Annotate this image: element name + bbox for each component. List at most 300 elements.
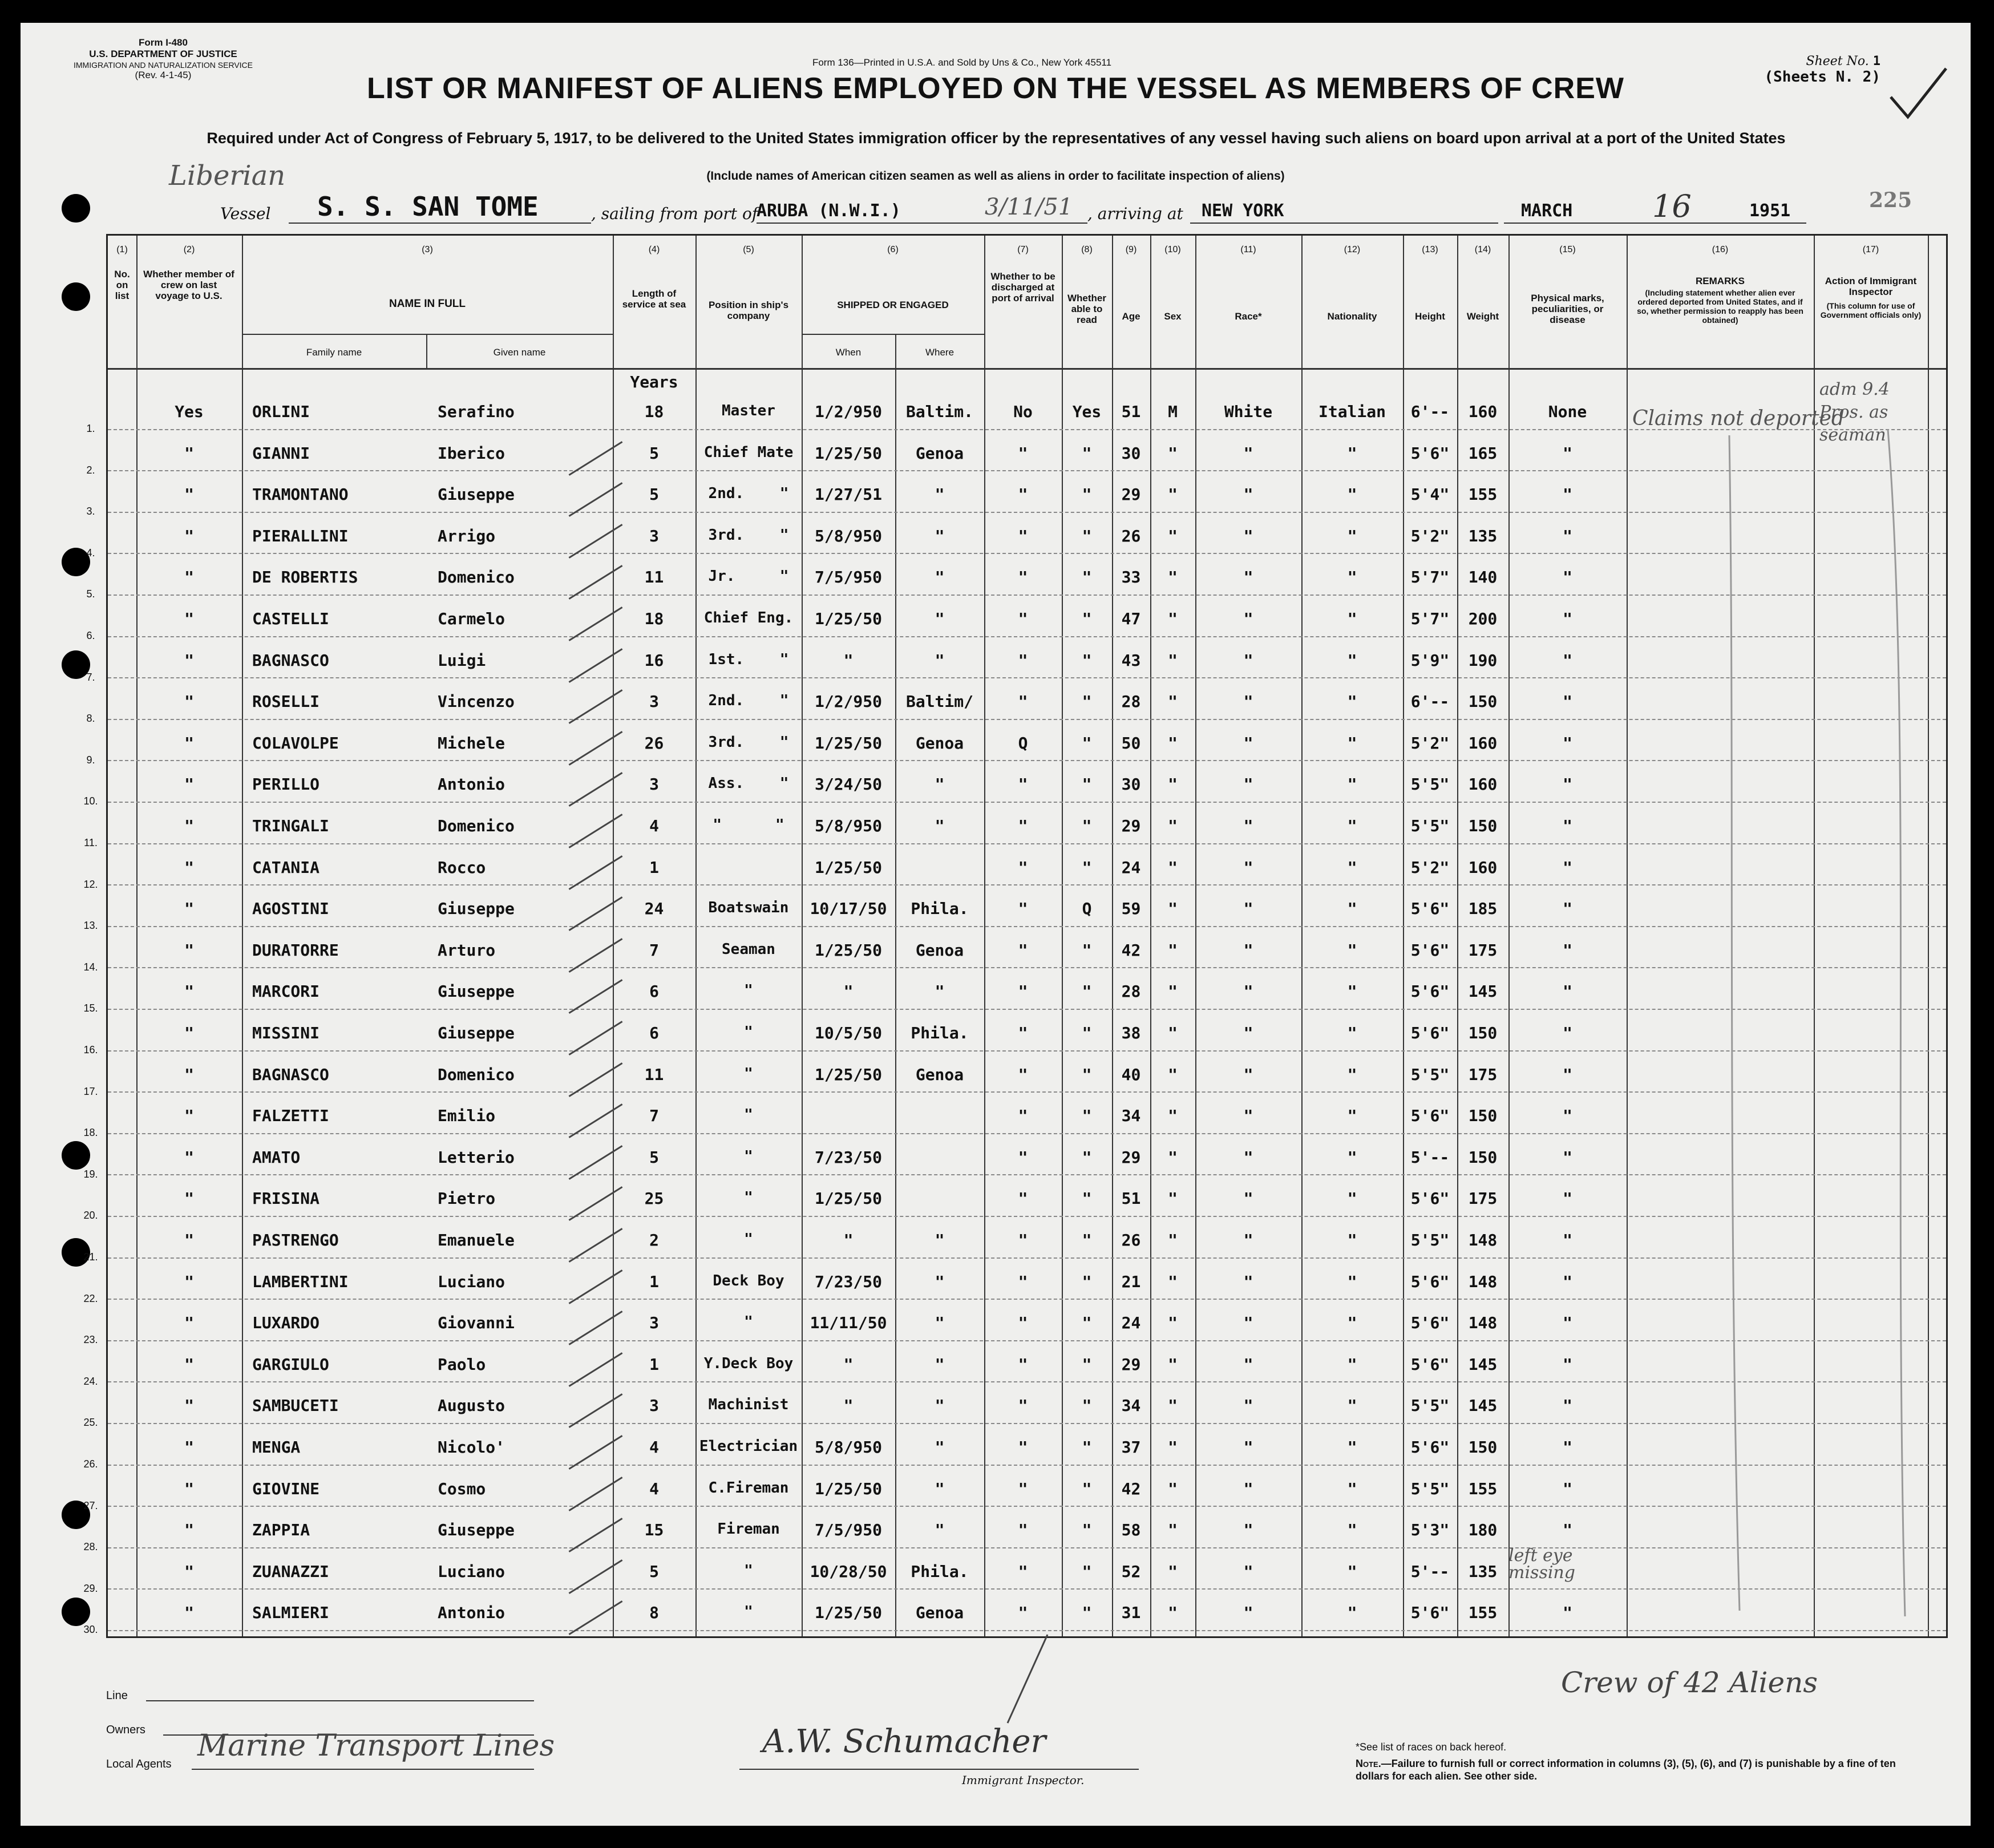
discharged-cell: " [1018, 1479, 1028, 1498]
given-name-cell: Pietro [438, 1189, 496, 1208]
shipped-where-cell: Genoa [915, 443, 964, 463]
prev-voyage-cell: " [184, 568, 194, 587]
prev-voyage-cell: " [184, 1521, 194, 1540]
sex-cell: " [1168, 1438, 1178, 1457]
position-cell: " [744, 1147, 753, 1165]
weight-cell: 140 [1468, 568, 1498, 587]
able-to-read-cell: " [1082, 816, 1092, 835]
height-cell: 5'6" [1410, 443, 1450, 463]
shipped-when-cell: " [843, 982, 854, 1001]
col12-num: (12) [1344, 245, 1361, 254]
col11-header: Race* [1235, 311, 1262, 322]
manifest-table [83, 234, 1948, 1638]
arrival-day: 16 [1652, 188, 1692, 224]
sailing-date-handwritten: 3/11/51 [985, 194, 1073, 220]
age-cell: 28 [1121, 692, 1141, 711]
position-cell: Y.Deck Boy [703, 1354, 794, 1372]
shipped-when-cell: 1/25/50 [814, 1065, 882, 1084]
nationality-cell: " [1347, 1272, 1357, 1291]
age-cell: 42 [1121, 940, 1141, 960]
weight-cell: 175 [1468, 1189, 1498, 1208]
nationality-cell: " [1347, 1438, 1357, 1457]
able-to-read-cell: " [1082, 775, 1092, 794]
age-cell: 38 [1121, 1024, 1141, 1042]
given-name-cell: Giuseppe [438, 1521, 515, 1540]
shipped-when-cell: 1/27/51 [814, 485, 882, 504]
sex-cell: " [1168, 775, 1178, 794]
race-cell: " [1243, 1603, 1253, 1623]
shipped-where-cell: " [935, 1231, 945, 1249]
position-cell: Chief Mate [703, 443, 794, 461]
height-cell: 6'-- [1410, 402, 1450, 421]
position-cell: " " [713, 816, 784, 834]
prev-voyage-cell: " [184, 650, 194, 670]
col5-num: (5) [743, 245, 754, 254]
row-number: 25. [83, 1417, 98, 1429]
row-number: 9. [86, 754, 95, 766]
height-cell: 5'6" [1410, 1354, 1450, 1374]
race-cell: " [1243, 982, 1253, 1001]
race-cell: " [1243, 485, 1253, 504]
punch-hole-1 [62, 194, 90, 223]
shipped-where-cell: " [935, 609, 945, 628]
sheet-no-value: 1 [1872, 54, 1880, 68]
years-service-cell: 3 [649, 526, 659, 545]
physical-marks-cell: " [1563, 1313, 1572, 1333]
height-cell: 5'5" [1410, 775, 1450, 794]
shipped-where-cell: " [935, 1396, 945, 1416]
sex-cell: " [1168, 816, 1178, 835]
prev-voyage-cell: " [184, 443, 194, 463]
sailing-port: ARUBA (N.W.I.) [757, 201, 901, 221]
position-cell: " [744, 1065, 753, 1082]
weight-cell: 145 [1468, 1354, 1498, 1374]
able-to-read-cell: " [1082, 1521, 1092, 1540]
able-to-read-cell: " [1082, 1396, 1092, 1416]
nationality-cell: " [1347, 1354, 1357, 1374]
given-name-cell: Paolo [438, 1354, 486, 1374]
age-cell: 26 [1121, 526, 1141, 545]
shipped-where-cell: " [935, 1272, 945, 1291]
shipped-when-cell: 5/8/950 [814, 526, 882, 545]
row-number: 4. [86, 547, 95, 559]
col14-header: Weight [1466, 311, 1499, 322]
page-number: 225 [1869, 188, 1912, 212]
position-cell: Seaman [722, 940, 775, 958]
physical-marks-cell: " [1563, 775, 1572, 794]
family-name-cell: CASTELLI [252, 609, 329, 628]
nationality-cell: " [1347, 1024, 1357, 1042]
able-to-read-cell: " [1082, 858, 1092, 877]
discharged-cell: " [1018, 899, 1028, 919]
col6-num: (6) [887, 245, 899, 254]
family-name-cell: DURATORRE [252, 940, 339, 960]
vessel-label: Vessel [220, 204, 271, 223]
shipped-where-cell: Genoa [915, 1603, 964, 1623]
height-cell: 5'6" [1410, 1189, 1450, 1208]
discharged-cell: " [1018, 1313, 1028, 1333]
height-cell: 5'9" [1410, 650, 1450, 670]
prev-voyage-cell: " [184, 485, 194, 504]
years-service-cell: 3 [649, 1313, 659, 1333]
physical-marks-cell: " [1563, 568, 1572, 587]
family-name-cell: MENGA [252, 1438, 301, 1457]
race-cell: " [1243, 899, 1253, 919]
given-name-cell: Luigi [438, 650, 486, 670]
able-to-read-cell: " [1082, 568, 1092, 587]
able-to-read-cell: " [1082, 1438, 1092, 1457]
row-number: 1. [86, 423, 95, 434]
prev-voyage-cell: " [184, 775, 194, 794]
row-number: 29. [83, 1582, 98, 1594]
physical-marks-cell: " [1563, 899, 1572, 919]
years-service-cell: 24 [644, 899, 664, 919]
age-cell: 40 [1121, 1065, 1141, 1084]
family-name-cell: LUXARDO [252, 1313, 320, 1333]
physical-marks-cell: " [1563, 1231, 1572, 1249]
position-cell: " [744, 1106, 753, 1124]
shipped-where-cell: Phila. [911, 899, 969, 919]
given-name-cell: Giuseppe [438, 485, 515, 504]
pencil-mark-remarks [1722, 435, 1745, 1622]
height-cell: 6'-- [1410, 692, 1450, 711]
row-number: 12. [83, 878, 98, 890]
race-cell: " [1243, 1562, 1253, 1581]
family-name-cell: GARGIULO [252, 1354, 329, 1374]
position-cell: Machinist [708, 1396, 789, 1414]
family-name-cell: CATANIA [252, 858, 320, 877]
position-cell: 3rd. " [708, 733, 789, 751]
position-cell: " [744, 1024, 753, 1041]
col14-num: (14) [1474, 245, 1491, 254]
shipped-where-cell: " [935, 1438, 945, 1457]
form-id: Form I-480 [139, 37, 188, 48]
col10-header: Sex [1164, 311, 1182, 322]
shipped-when-cell: " [843, 1354, 854, 1374]
given-name-cell: Carmelo [438, 609, 505, 628]
weight-cell: 200 [1468, 609, 1498, 628]
punch-hole-5 [62, 1141, 90, 1170]
years-service-cell: 5 [649, 485, 659, 504]
physical-marks-cell: " [1563, 1521, 1572, 1540]
sex-cell: " [1168, 443, 1178, 463]
sex-cell: M [1168, 402, 1178, 421]
race-cell: " [1243, 940, 1253, 960]
sex-cell: " [1168, 940, 1178, 960]
inspector-signature: A.W. Schumacher [762, 1723, 1046, 1760]
given-name-cell: Nicolo' [438, 1438, 505, 1457]
age-cell: 51 [1121, 1189, 1141, 1208]
able-to-read-cell: " [1082, 1562, 1092, 1581]
sex-cell: " [1168, 1024, 1178, 1042]
prev-voyage-cell: " [184, 1147, 194, 1167]
row-number: 23. [83, 1334, 98, 1346]
col16-subheader: (Including statement whether alien ever ordered deported from United States, and if so, whether permission to reapply has been obtained) [1637, 288, 1803, 325]
years-service-cell: 4 [649, 1479, 659, 1498]
years-service-cell: 5 [649, 1147, 659, 1167]
physical-marks-cell: " [1563, 485, 1572, 504]
row-number: 30. [83, 1624, 98, 1636]
height-cell: 5'5" [1410, 1479, 1450, 1498]
shipped-when-cell: 10/5/50 [814, 1024, 882, 1042]
sex-cell: " [1168, 1065, 1178, 1084]
race-cell: " [1243, 1024, 1253, 1042]
nationality-cell: " [1347, 858, 1357, 877]
family-name-cell: FALZETTI [252, 1106, 329, 1126]
col17-subheader: (This column for use of Government officials only) [1820, 301, 1922, 320]
shipped-when-cell: 1/2/950 [814, 402, 882, 421]
physical-marks-cell: " [1563, 1189, 1572, 1208]
weight-cell: 150 [1468, 1024, 1498, 1042]
row-number: 27. [83, 1499, 98, 1511]
col6-where-header: Where [925, 347, 954, 358]
physical-marks-cell: " [1563, 1354, 1572, 1374]
nationality-cell: " [1347, 899, 1357, 919]
given-name-cell: Antonio [438, 775, 505, 794]
shipped-when-cell: 11/11/50 [810, 1313, 887, 1333]
given-name-cell: Giuseppe [438, 899, 515, 919]
shipped-when-cell: " [843, 1231, 854, 1249]
weight-cell: 135 [1468, 526, 1498, 545]
col3-family-header: Family name [306, 347, 362, 358]
prev-voyage-cell: " [184, 1106, 194, 1126]
row-number: 17. [83, 1085, 98, 1097]
shipped-when-cell: 7/23/50 [814, 1272, 882, 1291]
height-cell: 5'6" [1410, 1106, 1450, 1126]
height-cell: 5'-- [1410, 1147, 1450, 1167]
position-cell: Chief Eng. [703, 609, 794, 626]
able-to-read-cell: Yes [1072, 402, 1102, 421]
given-name-cell: Cosmo [438, 1479, 486, 1498]
row-number: 28. [83, 1541, 98, 1553]
race-cell: " [1243, 1272, 1253, 1291]
shipped-where-cell: " [935, 1354, 945, 1374]
nationality-cell: " [1347, 1396, 1357, 1416]
signature-stroke [990, 1632, 1059, 1729]
physical-marks-cell: " [1563, 1147, 1572, 1167]
shipped-when-cell: 1/25/50 [814, 940, 882, 960]
nationality-cell: " [1347, 1065, 1357, 1084]
col7-header: Whether to be discharged at port of arrival [990, 271, 1055, 304]
col11-num: (11) [1240, 245, 1256, 254]
col7-num: (7) [1017, 245, 1029, 254]
age-cell: 42 [1121, 1479, 1141, 1498]
given-name-cell: Emanuele [438, 1231, 515, 1249]
physical-marks-cell: " [1563, 733, 1572, 753]
nationality-cell: " [1347, 1521, 1357, 1540]
sex-cell: " [1168, 899, 1178, 919]
sex-cell: " [1168, 1231, 1178, 1249]
given-name-cell: Domenico [438, 568, 515, 587]
inspector-label: Immigrant Inspector. [962, 1773, 1085, 1787]
shipped-where-cell: " [935, 1479, 945, 1498]
shipped-where-cell: " [935, 816, 945, 835]
race-cell: " [1243, 1189, 1253, 1208]
shipped-when-cell: 1/25/50 [814, 1603, 882, 1623]
race-cell: " [1243, 1479, 1253, 1498]
height-cell: 5'-- [1410, 1562, 1450, 1581]
given-name-cell: Rocco [438, 858, 486, 877]
weight-cell: 145 [1468, 982, 1498, 1001]
discharged-cell: " [1018, 1438, 1028, 1457]
flag-handwritten: Liberian [169, 160, 286, 192]
sex-cell: " [1168, 1396, 1178, 1416]
shipped-when-cell: 10/28/50 [810, 1562, 887, 1581]
discharged-cell: " [1018, 650, 1028, 670]
discharged-cell: " [1018, 1272, 1028, 1291]
sex-cell: " [1168, 485, 1178, 504]
nationality-cell: Italian [1318, 402, 1386, 421]
age-cell: 52 [1121, 1562, 1141, 1581]
family-name-cell: MARCORI [252, 982, 320, 1001]
race-cell: " [1243, 1354, 1253, 1374]
requirement-text: Required under Act of Congress of February 5, 1917, to be delivered to the United States immigration officer by the representatives of any vessel having such aliens on board upon arrival at a port of the United States [207, 130, 1786, 147]
col4-header: Length of service at sea [622, 288, 686, 310]
shipped-when-cell: 1/25/50 [814, 1189, 882, 1208]
prev-voyage-cell: Yes [175, 402, 204, 421]
height-cell: 5'2" [1410, 733, 1450, 753]
discharged-cell: " [1018, 858, 1028, 877]
years-service-cell: 7 [649, 940, 659, 960]
prev-voyage-cell: " [184, 1562, 194, 1581]
prev-voyage-cell: " [184, 816, 194, 835]
age-cell: 26 [1121, 1231, 1141, 1249]
weight-cell: 160 [1468, 858, 1498, 877]
agents-value: Marine Transport Lines [197, 1729, 555, 1763]
nationality-cell: " [1347, 568, 1357, 587]
col13-num: (13) [1422, 245, 1438, 254]
sex-cell: " [1168, 1479, 1178, 1498]
sex-cell: " [1168, 1272, 1178, 1291]
discharged-cell: Q [1018, 733, 1028, 753]
shipped-where-cell: Baltim. [905, 402, 973, 421]
revision: (Rev. 4-1-45) [135, 70, 192, 80]
discharged-cell: " [1018, 775, 1028, 794]
height-cell: 5'6" [1410, 1603, 1450, 1623]
row-number: 3. [86, 506, 95, 517]
physical-marks-cell: " [1563, 858, 1572, 877]
years-service-cell: 8 [649, 1603, 659, 1623]
weight-cell: 148 [1468, 1313, 1498, 1333]
physical-marks-cell: " [1563, 982, 1572, 1001]
discharged-cell: " [1018, 1147, 1028, 1167]
race-cell: " [1243, 1438, 1253, 1457]
row-number: 24. [83, 1375, 98, 1387]
position-cell: " [744, 1603, 753, 1621]
line-label: Line [106, 1689, 128, 1702]
sex-cell: " [1168, 526, 1178, 545]
printer-line: Form 136—Printed in U.S.A. and Sold by Uns & Co., New York 45511 [812, 57, 1112, 68]
family-name-cell: ZUANAZZI [252, 1562, 329, 1581]
years-service-cell: 6 [649, 1024, 659, 1042]
action-annotation: adm 9.4 Pros. as seaman [1819, 379, 1890, 445]
prev-voyage-cell: " [184, 526, 194, 545]
col17-num: (17) [1862, 245, 1879, 254]
sex-cell: " [1168, 1189, 1178, 1208]
years-service-cell: 3 [649, 775, 659, 794]
height-cell: 5'6" [1410, 1024, 1450, 1042]
col3-given-header: Given name [493, 347, 546, 358]
race-cell: " [1243, 1147, 1253, 1167]
discharged-cell: " [1018, 1521, 1028, 1540]
nationality-cell: " [1347, 609, 1357, 628]
given-name-cell: Arrigo [438, 526, 496, 545]
years-service-cell: 25 [644, 1189, 664, 1208]
years-service-cell: 11 [644, 568, 664, 587]
shipped-where-cell: " [935, 650, 945, 670]
row-number: 13. [83, 920, 98, 932]
nationality-cell: " [1347, 1479, 1357, 1498]
race-cell: " [1243, 568, 1253, 587]
discharged-cell: " [1018, 1024, 1028, 1042]
race-cell: " [1243, 526, 1253, 545]
shipped-where-cell: " [935, 568, 945, 587]
race-cell: " [1243, 692, 1253, 711]
col17-header: Action of Immigrant Inspector [1825, 276, 1917, 297]
row-number: 2. [86, 464, 95, 476]
discharged-cell: " [1018, 485, 1028, 504]
age-cell: 28 [1121, 982, 1141, 1001]
discharged-cell: " [1018, 1396, 1028, 1416]
crew-count-note: Crew of 42 Aliens [1561, 1666, 1818, 1699]
race-cell: White [1224, 402, 1273, 421]
physical-marks-cell: " [1563, 609, 1572, 628]
age-cell: 50 [1121, 733, 1141, 753]
able-to-read-cell: " [1082, 1189, 1092, 1208]
weight-cell: 185 [1468, 899, 1498, 919]
height-cell: 5'7" [1410, 568, 1450, 587]
arriving-port: NEW YORK [1202, 201, 1284, 221]
sheets-total: (Sheets N. 2) [1764, 68, 1880, 86]
sheet-number [1732, 54, 1880, 68]
row-number: 20. [83, 1210, 98, 1222]
weight-cell: 175 [1468, 1065, 1498, 1084]
discharged-cell: " [1018, 1189, 1028, 1208]
sex-cell: " [1168, 1603, 1178, 1623]
prev-voyage-cell: " [184, 733, 194, 753]
position-cell: 3rd. " [708, 526, 789, 544]
able-to-read-cell: " [1082, 1147, 1092, 1167]
years-service-cell: 18 [644, 609, 664, 628]
prev-voyage-cell: " [184, 1396, 194, 1416]
able-to-read-cell: " [1082, 1313, 1092, 1333]
family-name-cell: GIOVINE [252, 1479, 320, 1498]
race-cell: " [1243, 733, 1253, 753]
sex-cell: " [1168, 650, 1178, 670]
col9-num: (9) [1125, 245, 1137, 254]
nationality-cell: " [1347, 940, 1357, 960]
position-cell: " [744, 1231, 753, 1248]
age-cell: 29 [1121, 1147, 1141, 1167]
weight-cell: 150 [1468, 1147, 1498, 1167]
remarks-annotation: Claims not deported [1632, 407, 1845, 430]
able-to-read-cell: " [1082, 526, 1092, 545]
years-service-cell: 1 [649, 1354, 659, 1374]
physical-marks-cell: " [1563, 1438, 1572, 1457]
physical-marks-cell: " [1563, 1106, 1572, 1126]
able-to-read-cell: " [1082, 1603, 1092, 1623]
punch-hole-2 [62, 282, 90, 311]
weight-cell: 148 [1468, 1272, 1498, 1291]
discharged-cell: " [1018, 816, 1028, 835]
height-cell: 5'5" [1410, 1231, 1450, 1249]
physical-marks-cell: " [1563, 816, 1572, 835]
physical-marks-cell: left eye missing [1508, 1545, 1575, 1583]
weight-cell: 150 [1468, 816, 1498, 835]
shipped-when-cell: 1/25/50 [814, 443, 882, 463]
shipped-when-cell: 1/2/950 [814, 692, 882, 711]
race-cell: " [1243, 1521, 1253, 1540]
